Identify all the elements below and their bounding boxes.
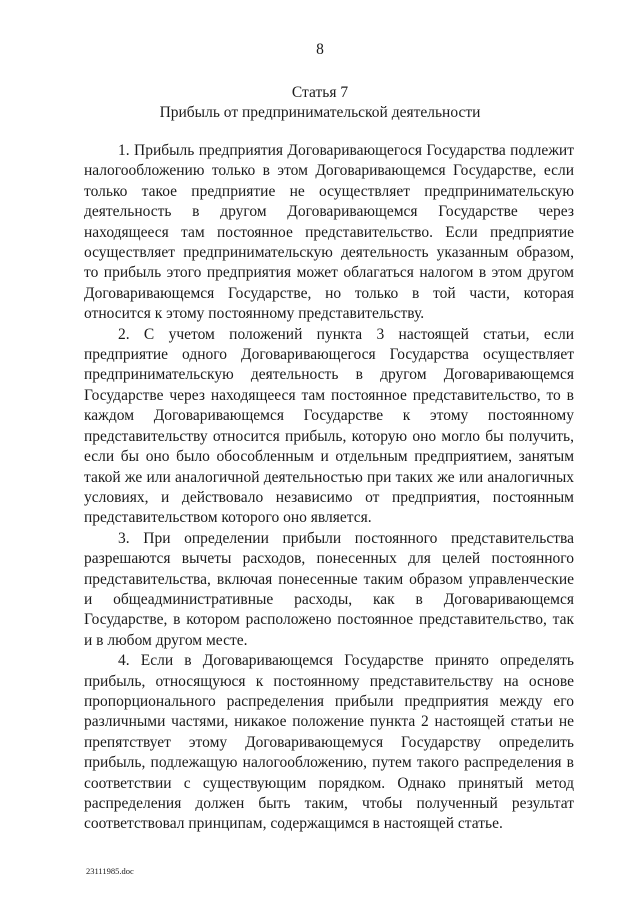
paragraph-2: 2. С учетом положений пункта 3 настоящей статьи, если предприятие одного Договаривающегося Государства осуществляет предпринимательскую деятельность в другом Договаривающемся Государстве через находящееся там постоянное представительство, то в каждом Договаривающемся Государстве к этому постоянному представительству относится прибыль, которую оно могло бы получить, если бы оно было обособленным и отдельным предприятием, занятым такой же или аналогичной деятельностью при таких же или аналогичных условиях, и действовало независимо от предприятия, постоянным представительством которого оно является. — [84, 325, 574, 527]
article-body — [84, 141, 574, 835]
paragraph-4: 4. Если в Договаривающемся Государстве принято определять прибыль, относящуюся к постоянному представительству на основе пропорционального распределения прибыли предприятия между его различными частями, никакое положение пункта 2 настоящей статьи не препятствует этому Договаривающемуся Государству определить прибыль, подлежащую налогообложению, путем такого распределения в соответствии с существующим порядком. Однако принятый метод распределения должен быть таким, чтобы полученный результат соответствовал принципам, содержащимся в настоящей статье. — [84, 652, 574, 833]
footer-filename: 23111985.doc — [86, 866, 134, 876]
article-title: Статья 7 — [291, 84, 349, 101]
article-subtitle: Прибыль от предпринимательской деятельности — [159, 104, 481, 121]
paragraph-3: 3. При определении прибыли постоянного представительства разрешаются вычеты расходов, понесенных для целей постоянного представительства, включая понесенные таким образом управленческие и общеадминистративные расходы, как в Договаривающемся Государстве, в котором расположено постоянное представительство, так и в любом другом месте. — [84, 529, 574, 649]
paragraph-1: 1. Прибыль предприятия Договаривающегося Государства подлежит налогообложению только в этом Договаривающемся Государстве, если только такое предприятие не осуществляет предпринимательскую деятельность в другом Договаривающемся Государстве через находящееся там постоянное представительство. Если предприятие осуществляет предпринимательскую деятельность указанным образом, то прибыль этого предприятия может облагаться налогом в этом другом Договаривающемся Государстве, но только в той части, которая относится к этому постоянному представительству. — [84, 142, 574, 323]
page-number: 8 — [316, 41, 324, 58]
